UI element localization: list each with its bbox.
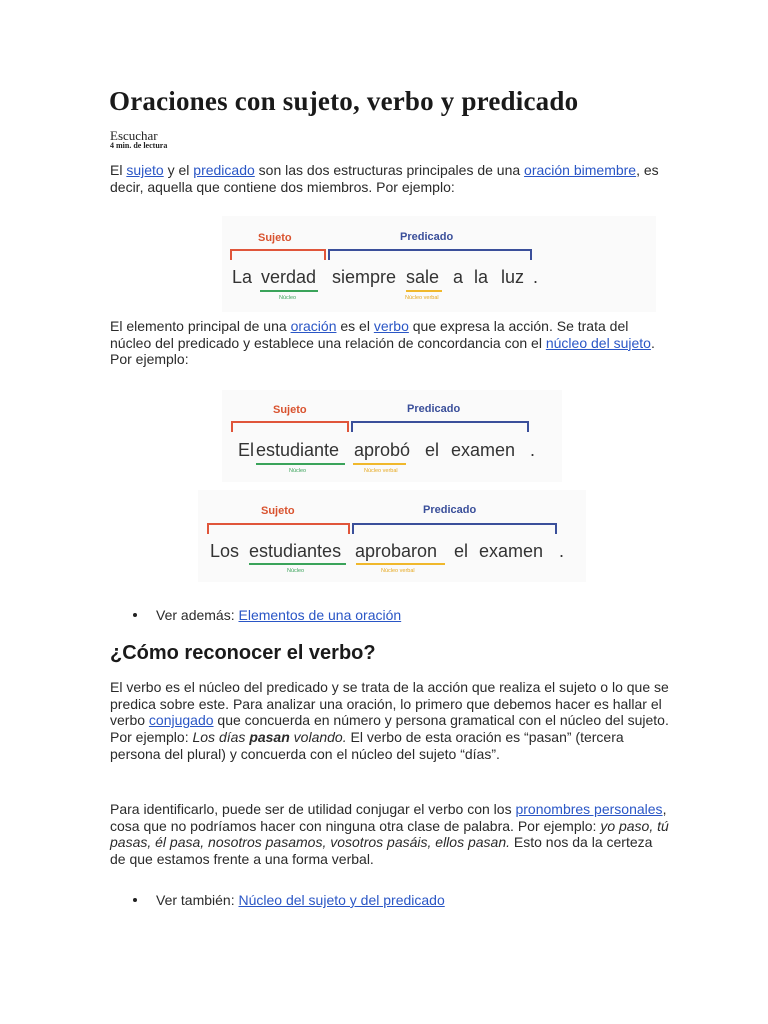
example-italic: yo paso, tú pasas, él pasa, nosotros pasamos, vosotros pasáis, ellos pasan. bbox=[110, 817, 669, 851]
example-bold: pasan bbox=[249, 729, 290, 746]
link-oracion-bimembre[interactable]: oración bimembre bbox=[524, 162, 637, 178]
section-heading: ¿Cómo reconocer el verbo? bbox=[110, 642, 376, 664]
intro-text: , es decir, aquella que contiene dos miembros. Por ejemplo: bbox=[110, 162, 659, 195]
example-italic: Los días bbox=[192, 729, 250, 746]
nucleo-underline bbox=[249, 563, 346, 565]
nucleo-label: Núcleo bbox=[289, 468, 307, 474]
sentence-word: el bbox=[454, 541, 469, 561]
sentence-diagram-3 bbox=[198, 490, 586, 582]
sentence-word: estudiantes bbox=[249, 541, 342, 561]
example-italic: volando. bbox=[289, 729, 347, 746]
bullet-dot bbox=[133, 613, 137, 617]
paragraph-text: El verbo es el núcleo del predicado y se trata de la acción que realiza el sujeto o lo que se predica sobre este. Para analizar una oración, lo primero que debemos hacer es hallar el verbo bbox=[110, 679, 669, 729]
predicate-label: Predicado bbox=[407, 403, 461, 415]
bullet-dot bbox=[133, 898, 137, 902]
nucleo-verbal-label: Núcleo verbal bbox=[381, 568, 415, 574]
paragraph-reconocer bbox=[110, 679, 670, 763]
sentence-word: Los bbox=[210, 541, 240, 561]
link-conjugado[interactable]: conjugado bbox=[148, 712, 214, 729]
intro-text: El bbox=[110, 162, 127, 178]
paragraph-text: que expresa la acción. Se trata del núcleo del predicado y establece una relación de concordancia con el bbox=[110, 318, 629, 351]
bullet-prefix: Ver también: bbox=[156, 892, 239, 908]
sentence-word: examen bbox=[479, 541, 544, 561]
bullet-content bbox=[156, 607, 401, 623]
nucleo-underline bbox=[260, 290, 318, 292]
link-verbo[interactable]: verbo bbox=[373, 318, 409, 334]
sentence-word: aprobó bbox=[354, 440, 411, 460]
listen-link[interactable]: Escuchar bbox=[110, 128, 158, 143]
predicate-label: Predicado bbox=[400, 231, 454, 243]
bullet-prefix: Ver además: bbox=[156, 607, 239, 623]
link-pronombres-personales[interactable]: pronombres personales bbox=[515, 801, 663, 817]
sentence-word: luz bbox=[501, 267, 525, 287]
nucleo-verbal-label: Núcleo verbal bbox=[364, 468, 398, 474]
subject-label: Sujeto bbox=[273, 404, 307, 416]
sentence-diagram-1 bbox=[222, 216, 656, 312]
sentence-word: aprobaron bbox=[355, 541, 438, 561]
nucleo-verbal-underline bbox=[356, 563, 445, 565]
sentence-word: La bbox=[232, 267, 253, 287]
sentence-word: . bbox=[533, 267, 539, 287]
paragraph-text: . Por ejemplo: bbox=[110, 334, 655, 368]
nucleo-verbal-label: Núcleo verbal bbox=[405, 295, 439, 301]
article-title: Oraciones con sujeto, verbo y predicado bbox=[109, 86, 579, 116]
link-oracion[interactable]: oración bbox=[290, 318, 337, 334]
predicate-bracket bbox=[351, 421, 529, 432]
read-time: 4 min. de lectura bbox=[110, 141, 168, 150]
sentence-word: examen bbox=[451, 440, 516, 460]
predicate-bracket bbox=[352, 523, 557, 534]
nucleo-underline bbox=[256, 463, 345, 465]
intro-text: y el bbox=[163, 162, 194, 178]
intro-text: son las dos estructuras principales de una bbox=[254, 162, 525, 178]
subject-label: Sujeto bbox=[258, 232, 292, 244]
bullet-content bbox=[156, 892, 445, 908]
predicate-label: Predicado bbox=[423, 504, 477, 516]
paragraph-text: es el bbox=[336, 318, 374, 334]
sentence-word: El bbox=[238, 440, 255, 460]
sentence-word: el bbox=[425, 440, 440, 460]
predicate-bracket bbox=[328, 249, 532, 260]
paragraph-identificar bbox=[110, 801, 670, 868]
subject-bracket bbox=[230, 249, 326, 260]
sentence-word: verdad bbox=[261, 267, 317, 287]
subject-label: Sujeto bbox=[261, 505, 295, 517]
paragraph-text: , cosa que no podríamos hacer con ninguna otra clase de palabra. Por ejemplo: bbox=[110, 801, 667, 834]
intro-paragraph bbox=[110, 162, 670, 195]
link-sujeto[interactable]: sujeto bbox=[126, 162, 164, 178]
link-elementos-oracion[interactable]: Elementos de una oración bbox=[238, 607, 402, 623]
subject-bracket bbox=[231, 421, 349, 432]
paragraph-text: El elemento principal de una bbox=[110, 318, 291, 334]
sentence-word: sale bbox=[406, 267, 440, 287]
link-nucleo-del-sujeto[interactable]: núcleo del sujeto bbox=[545, 334, 651, 351]
sentence-word: la bbox=[474, 267, 489, 287]
sentence-word: siempre bbox=[332, 267, 397, 287]
link-predicado[interactable]: predicado bbox=[193, 162, 255, 178]
nucleo-verbal-underline bbox=[406, 290, 442, 292]
nucleo-label: Núcleo bbox=[279, 295, 297, 301]
nucleo-verbal-underline bbox=[353, 463, 406, 465]
paragraph-text: Para identificarlo, puede ser de utilidad conjugar el verbo con los bbox=[110, 801, 516, 817]
sentence-word: . bbox=[559, 541, 565, 561]
sentence-diagram-2 bbox=[222, 390, 562, 482]
paragraph-text: Esto nos da la certeza de que estamos frente a una forma verbal. bbox=[110, 834, 653, 868]
paragraph-verbo bbox=[110, 318, 670, 368]
link-nucleo-sujeto-predicado[interactable]: Núcleo del sujeto y del predicado bbox=[238, 892, 445, 908]
sentence-word: estudiante bbox=[256, 440, 340, 460]
paragraph-text: El verbo de esta oración es “pasan” (tercera persona del plural) y concuerda con el núcleo del sujeto “días”. bbox=[110, 729, 624, 762]
nucleo-label: Núcleo bbox=[287, 568, 305, 574]
sentence-word: a bbox=[453, 267, 464, 287]
subject-bracket bbox=[207, 523, 350, 534]
sentence-word: . bbox=[530, 440, 536, 460]
paragraph-text: que concuerda en número y persona gramatical con el núcleo del sujeto. Por ejemplo: bbox=[110, 712, 669, 746]
